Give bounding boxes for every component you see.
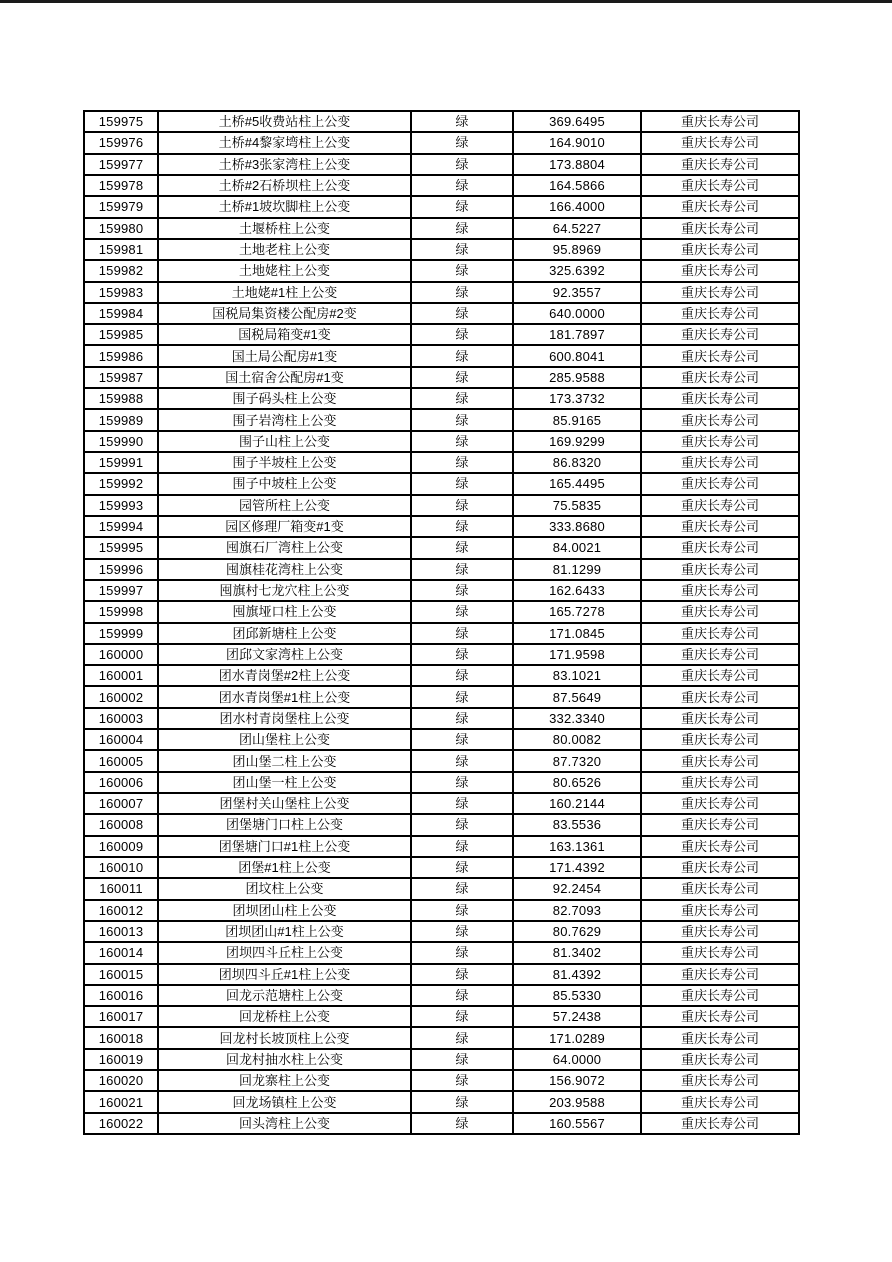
value-cell: 80.0082 [513, 729, 641, 750]
table-row [84, 345, 799, 366]
company-cell: 重庆长寿公司 [641, 303, 799, 324]
company-cell: 重庆长寿公司 [641, 985, 799, 1006]
id-cell: 159997 [84, 580, 158, 601]
table-row [84, 686, 799, 707]
value-cell: 92.3557 [513, 282, 641, 303]
id-cell: 160019 [84, 1049, 158, 1070]
table-row [84, 708, 799, 729]
table-row [84, 303, 799, 324]
name-cell: 国土局公配房#1变 [158, 345, 411, 366]
company-cell: 重庆长寿公司 [641, 154, 799, 175]
table-row [84, 516, 799, 537]
value-cell: 163.1361 [513, 836, 641, 857]
id-cell: 160010 [84, 857, 158, 878]
status-cell: 绿 [411, 218, 513, 239]
company-cell: 重庆长寿公司 [641, 580, 799, 601]
id-cell: 159996 [84, 559, 158, 580]
company-cell: 重庆长寿公司 [641, 836, 799, 857]
name-cell: 团坟柱上公变 [158, 878, 411, 899]
value-cell: 285.9588 [513, 367, 641, 388]
table-row [84, 452, 799, 473]
status-cell: 绿 [411, 388, 513, 409]
value-cell: 64.0000 [513, 1049, 641, 1070]
status-cell: 绿 [411, 196, 513, 217]
company-cell: 重庆长寿公司 [641, 644, 799, 665]
table-row [84, 324, 799, 345]
id-cell: 160012 [84, 900, 158, 921]
value-cell: 86.8320 [513, 452, 641, 473]
id-cell: 160002 [84, 686, 158, 707]
id-cell: 160003 [84, 708, 158, 729]
table-row [84, 878, 799, 899]
table-row [84, 942, 799, 963]
table-row [84, 793, 799, 814]
table-row [84, 1049, 799, 1070]
id-cell: 159986 [84, 345, 158, 366]
company-cell: 重庆长寿公司 [641, 750, 799, 771]
table-row [84, 985, 799, 1006]
status-cell: 绿 [411, 132, 513, 153]
value-cell: 165.4495 [513, 473, 641, 494]
value-cell: 85.9165 [513, 409, 641, 430]
table-container [83, 110, 798, 1135]
id-cell: 160009 [84, 836, 158, 857]
table-row [84, 218, 799, 239]
company-cell: 重庆长寿公司 [641, 793, 799, 814]
company-cell: 重庆长寿公司 [641, 282, 799, 303]
status-cell: 绿 [411, 964, 513, 985]
status-cell: 绿 [411, 623, 513, 644]
status-cell: 绿 [411, 942, 513, 963]
status-cell: 绿 [411, 686, 513, 707]
id-cell: 160020 [84, 1070, 158, 1091]
table-row [84, 431, 799, 452]
company-cell: 重庆长寿公司 [641, 708, 799, 729]
value-cell: 164.9010 [513, 132, 641, 153]
company-cell: 重庆长寿公司 [641, 665, 799, 686]
id-cell: 160001 [84, 665, 158, 686]
value-cell: 160.5567 [513, 1113, 641, 1134]
name-cell: 囤旗桂花湾柱上公变 [158, 559, 411, 580]
company-cell: 重庆长寿公司 [641, 409, 799, 430]
value-cell: 80.7629 [513, 921, 641, 942]
name-cell: 团邱新塘柱上公变 [158, 623, 411, 644]
company-cell: 重庆长寿公司 [641, 196, 799, 217]
id-cell: 160011 [84, 878, 158, 899]
name-cell: 围子岩湾柱上公变 [158, 409, 411, 430]
table-row [84, 260, 799, 281]
status-cell: 绿 [411, 1027, 513, 1048]
id-cell: 159995 [84, 537, 158, 558]
status-cell: 绿 [411, 750, 513, 771]
status-cell: 绿 [411, 857, 513, 878]
name-cell: 回龙桥柱上公变 [158, 1006, 411, 1027]
table-row [84, 239, 799, 260]
table-row [84, 601, 799, 622]
table-row [84, 623, 799, 644]
table-row [84, 814, 799, 835]
name-cell: 团水青岗堡#1柱上公变 [158, 686, 411, 707]
value-cell: 640.0000 [513, 303, 641, 324]
value-cell: 333.8680 [513, 516, 641, 537]
company-cell: 重庆长寿公司 [641, 942, 799, 963]
value-cell: 169.9299 [513, 431, 641, 452]
id-cell: 159977 [84, 154, 158, 175]
status-cell: 绿 [411, 239, 513, 260]
name-cell: 回龙寨柱上公变 [158, 1070, 411, 1091]
id-cell: 160021 [84, 1091, 158, 1112]
status-cell: 绿 [411, 537, 513, 558]
name-cell: 囤旗村七龙穴柱上公变 [158, 580, 411, 601]
table-row [84, 559, 799, 580]
value-cell: 369.6495 [513, 111, 641, 132]
name-cell: 回龙村抽水柱上公变 [158, 1049, 411, 1070]
name-cell: 回龙场镇柱上公变 [158, 1091, 411, 1112]
status-cell: 绿 [411, 175, 513, 196]
status-cell: 绿 [411, 729, 513, 750]
status-cell: 绿 [411, 452, 513, 473]
name-cell: 土桥#3张家湾柱上公变 [158, 154, 411, 175]
name-cell: 园区修理厂箱变#1变 [158, 516, 411, 537]
name-cell: 团坝团山#1柱上公变 [158, 921, 411, 942]
id-cell: 160015 [84, 964, 158, 985]
status-cell: 绿 [411, 900, 513, 921]
table-row [84, 495, 799, 516]
status-cell: 绿 [411, 559, 513, 580]
status-cell: 绿 [411, 345, 513, 366]
id-cell: 159975 [84, 111, 158, 132]
company-cell: 重庆长寿公司 [641, 686, 799, 707]
top-page-rule [0, 0, 892, 3]
value-cell: 600.8041 [513, 345, 641, 366]
id-cell: 160014 [84, 942, 158, 963]
table-row [84, 367, 799, 388]
company-cell: 重庆长寿公司 [641, 495, 799, 516]
id-cell: 159998 [84, 601, 158, 622]
value-cell: 165.7278 [513, 601, 641, 622]
company-cell: 重庆长寿公司 [641, 921, 799, 942]
value-cell: 81.1299 [513, 559, 641, 580]
name-cell: 土桥#1坡坎脚柱上公变 [158, 196, 411, 217]
id-cell: 159980 [84, 218, 158, 239]
value-cell: 160.2144 [513, 793, 641, 814]
value-cell: 171.9598 [513, 644, 641, 665]
value-cell: 92.2454 [513, 878, 641, 899]
status-cell: 绿 [411, 495, 513, 516]
value-cell: 81.4392 [513, 964, 641, 985]
id-cell: 159981 [84, 239, 158, 260]
company-cell: 重庆长寿公司 [641, 431, 799, 452]
status-cell: 绿 [411, 1091, 513, 1112]
value-cell: 57.2438 [513, 1006, 641, 1027]
id-cell: 160000 [84, 644, 158, 665]
name-cell: 土地姥#1柱上公变 [158, 282, 411, 303]
company-cell: 重庆长寿公司 [641, 1049, 799, 1070]
table-row [84, 900, 799, 921]
name-cell: 团堡#1柱上公变 [158, 857, 411, 878]
company-cell: 重庆长寿公司 [641, 218, 799, 239]
name-cell: 团坝团山柱上公变 [158, 900, 411, 921]
company-cell: 重庆长寿公司 [641, 111, 799, 132]
status-cell: 绿 [411, 154, 513, 175]
id-cell: 159987 [84, 367, 158, 388]
company-cell: 重庆长寿公司 [641, 516, 799, 537]
company-cell: 重庆长寿公司 [641, 729, 799, 750]
id-cell: 160018 [84, 1027, 158, 1048]
id-cell: 160004 [84, 729, 158, 750]
transformer-table [83, 110, 800, 1135]
name-cell: 国税局集资楼公配房#2变 [158, 303, 411, 324]
value-cell: 75.5835 [513, 495, 641, 516]
status-cell: 绿 [411, 431, 513, 452]
status-cell: 绿 [411, 793, 513, 814]
name-cell: 团邱文家湾柱上公变 [158, 644, 411, 665]
status-cell: 绿 [411, 1070, 513, 1091]
table-row [84, 1027, 799, 1048]
table-row [84, 1113, 799, 1134]
value-cell: 83.5536 [513, 814, 641, 835]
company-cell: 重庆长寿公司 [641, 473, 799, 494]
company-cell: 重庆长寿公司 [641, 814, 799, 835]
id-cell: 159979 [84, 196, 158, 217]
status-cell: 绿 [411, 473, 513, 494]
id-cell: 160008 [84, 814, 158, 835]
id-cell: 160005 [84, 750, 158, 771]
status-cell: 绿 [411, 260, 513, 281]
table-row [84, 473, 799, 494]
name-cell: 土地老柱上公变 [158, 239, 411, 260]
value-cell: 171.0289 [513, 1027, 641, 1048]
status-cell: 绿 [411, 878, 513, 899]
id-cell: 160006 [84, 772, 158, 793]
id-cell: 159984 [84, 303, 158, 324]
id-cell: 159985 [84, 324, 158, 345]
status-cell: 绿 [411, 772, 513, 793]
value-cell: 83.1021 [513, 665, 641, 686]
status-cell: 绿 [411, 1049, 513, 1070]
table-row [84, 580, 799, 601]
status-cell: 绿 [411, 665, 513, 686]
id-cell: 159993 [84, 495, 158, 516]
company-cell: 重庆长寿公司 [641, 623, 799, 644]
name-cell: 回头湾柱上公变 [158, 1113, 411, 1134]
value-cell: 162.6433 [513, 580, 641, 601]
id-cell: 159991 [84, 452, 158, 473]
status-cell: 绿 [411, 580, 513, 601]
status-cell: 绿 [411, 601, 513, 622]
name-cell: 团山堡二柱上公变 [158, 750, 411, 771]
table-row [84, 282, 799, 303]
id-cell: 159994 [84, 516, 158, 537]
value-cell: 173.3732 [513, 388, 641, 409]
company-cell: 重庆长寿公司 [641, 1113, 799, 1134]
value-cell: 64.5227 [513, 218, 641, 239]
status-cell: 绿 [411, 303, 513, 324]
id-cell: 159989 [84, 409, 158, 430]
name-cell: 园管所柱上公变 [158, 495, 411, 516]
status-cell: 绿 [411, 324, 513, 345]
company-cell: 重庆长寿公司 [641, 260, 799, 281]
company-cell: 重庆长寿公司 [641, 452, 799, 473]
name-cell: 国土宿舍公配房#1变 [158, 367, 411, 388]
value-cell: 332.3340 [513, 708, 641, 729]
table-row [84, 665, 799, 686]
company-cell: 重庆长寿公司 [641, 1070, 799, 1091]
name-cell: 囤旗垭口柱上公变 [158, 601, 411, 622]
table-row [84, 921, 799, 942]
company-cell: 重庆长寿公司 [641, 601, 799, 622]
table-row [84, 729, 799, 750]
status-cell: 绿 [411, 985, 513, 1006]
value-cell: 164.5866 [513, 175, 641, 196]
table-row [84, 1091, 799, 1112]
value-cell: 203.9588 [513, 1091, 641, 1112]
id-cell: 159978 [84, 175, 158, 196]
name-cell: 土桥#2石桥坝柱上公变 [158, 175, 411, 196]
status-cell: 绿 [411, 1006, 513, 1027]
table-row [84, 772, 799, 793]
status-cell: 绿 [411, 836, 513, 857]
table-row [84, 964, 799, 985]
table-row [84, 175, 799, 196]
company-cell: 重庆长寿公司 [641, 964, 799, 985]
name-cell: 团山堡一柱上公变 [158, 772, 411, 793]
name-cell: 围子码头柱上公变 [158, 388, 411, 409]
company-cell: 重庆长寿公司 [641, 345, 799, 366]
status-cell: 绿 [411, 1113, 513, 1134]
value-cell: 81.3402 [513, 942, 641, 963]
company-cell: 重庆长寿公司 [641, 857, 799, 878]
table-row [84, 836, 799, 857]
name-cell: 团堡塘门口#1柱上公变 [158, 836, 411, 857]
name-cell: 围子半坡柱上公变 [158, 452, 411, 473]
id-cell: 159990 [84, 431, 158, 452]
name-cell: 团坝四斗丘#1柱上公变 [158, 964, 411, 985]
id-cell: 159992 [84, 473, 158, 494]
status-cell: 绿 [411, 516, 513, 537]
value-cell: 87.5649 [513, 686, 641, 707]
company-cell: 重庆长寿公司 [641, 537, 799, 558]
table-row [84, 196, 799, 217]
table-row [84, 111, 799, 132]
table-row [84, 537, 799, 558]
name-cell: 国税局箱变#1变 [158, 324, 411, 345]
status-cell: 绿 [411, 367, 513, 388]
table-row [84, 388, 799, 409]
company-cell: 重庆长寿公司 [641, 175, 799, 196]
name-cell: 土桥#4黎家塆柱上公变 [158, 132, 411, 153]
company-cell: 重庆长寿公司 [641, 239, 799, 260]
company-cell: 重庆长寿公司 [641, 388, 799, 409]
company-cell: 重庆长寿公司 [641, 1091, 799, 1112]
company-cell: 重庆长寿公司 [641, 559, 799, 580]
status-cell: 绿 [411, 282, 513, 303]
value-cell: 84.0021 [513, 537, 641, 558]
value-cell: 171.4392 [513, 857, 641, 878]
id-cell: 160007 [84, 793, 158, 814]
name-cell: 团水青岗堡#2柱上公变 [158, 665, 411, 686]
name-cell: 团坝四斗丘柱上公变 [158, 942, 411, 963]
value-cell: 85.5330 [513, 985, 641, 1006]
value-cell: 173.8804 [513, 154, 641, 175]
company-cell: 重庆长寿公司 [641, 878, 799, 899]
value-cell: 181.7897 [513, 324, 641, 345]
company-cell: 重庆长寿公司 [641, 1006, 799, 1027]
company-cell: 重庆长寿公司 [641, 900, 799, 921]
id-cell: 160013 [84, 921, 158, 942]
status-cell: 绿 [411, 921, 513, 942]
company-cell: 重庆长寿公司 [641, 324, 799, 345]
table-row [84, 409, 799, 430]
value-cell: 95.8969 [513, 239, 641, 260]
name-cell: 围子山柱上公变 [158, 431, 411, 452]
id-cell: 159999 [84, 623, 158, 644]
table-row [84, 132, 799, 153]
id-cell: 160022 [84, 1113, 158, 1134]
status-cell: 绿 [411, 111, 513, 132]
table-body [84, 111, 799, 1134]
table-row [84, 1006, 799, 1027]
name-cell: 团堡塘门口柱上公变 [158, 814, 411, 835]
status-cell: 绿 [411, 708, 513, 729]
name-cell: 土桥#5收费站柱上公变 [158, 111, 411, 132]
value-cell: 325.6392 [513, 260, 641, 281]
company-cell: 重庆长寿公司 [641, 132, 799, 153]
name-cell: 团堡村关山堡柱上公变 [158, 793, 411, 814]
value-cell: 80.6526 [513, 772, 641, 793]
table-row [84, 154, 799, 175]
id-cell: 160017 [84, 1006, 158, 1027]
id-cell: 159983 [84, 282, 158, 303]
status-cell: 绿 [411, 409, 513, 430]
name-cell: 土堰桥柱上公变 [158, 218, 411, 239]
table-row [84, 644, 799, 665]
value-cell: 87.7320 [513, 750, 641, 771]
status-cell: 绿 [411, 644, 513, 665]
table-row [84, 857, 799, 878]
name-cell: 团山堡柱上公变 [158, 729, 411, 750]
value-cell: 82.7093 [513, 900, 641, 921]
status-cell: 绿 [411, 814, 513, 835]
value-cell: 156.9072 [513, 1070, 641, 1091]
company-cell: 重庆长寿公司 [641, 1027, 799, 1048]
id-cell: 159976 [84, 132, 158, 153]
name-cell: 团水村青岗堡柱上公变 [158, 708, 411, 729]
value-cell: 166.4000 [513, 196, 641, 217]
name-cell: 围子中坡柱上公变 [158, 473, 411, 494]
company-cell: 重庆长寿公司 [641, 367, 799, 388]
name-cell: 囤旗石厂湾柱上公变 [158, 537, 411, 558]
id-cell: 160016 [84, 985, 158, 1006]
id-cell: 159988 [84, 388, 158, 409]
name-cell: 土地姥柱上公变 [158, 260, 411, 281]
table-row [84, 1070, 799, 1091]
value-cell: 171.0845 [513, 623, 641, 644]
table-row [84, 750, 799, 771]
name-cell: 回龙示范塘柱上公变 [158, 985, 411, 1006]
name-cell: 回龙村长坡顶柱上公变 [158, 1027, 411, 1048]
id-cell: 159982 [84, 260, 158, 281]
company-cell: 重庆长寿公司 [641, 772, 799, 793]
